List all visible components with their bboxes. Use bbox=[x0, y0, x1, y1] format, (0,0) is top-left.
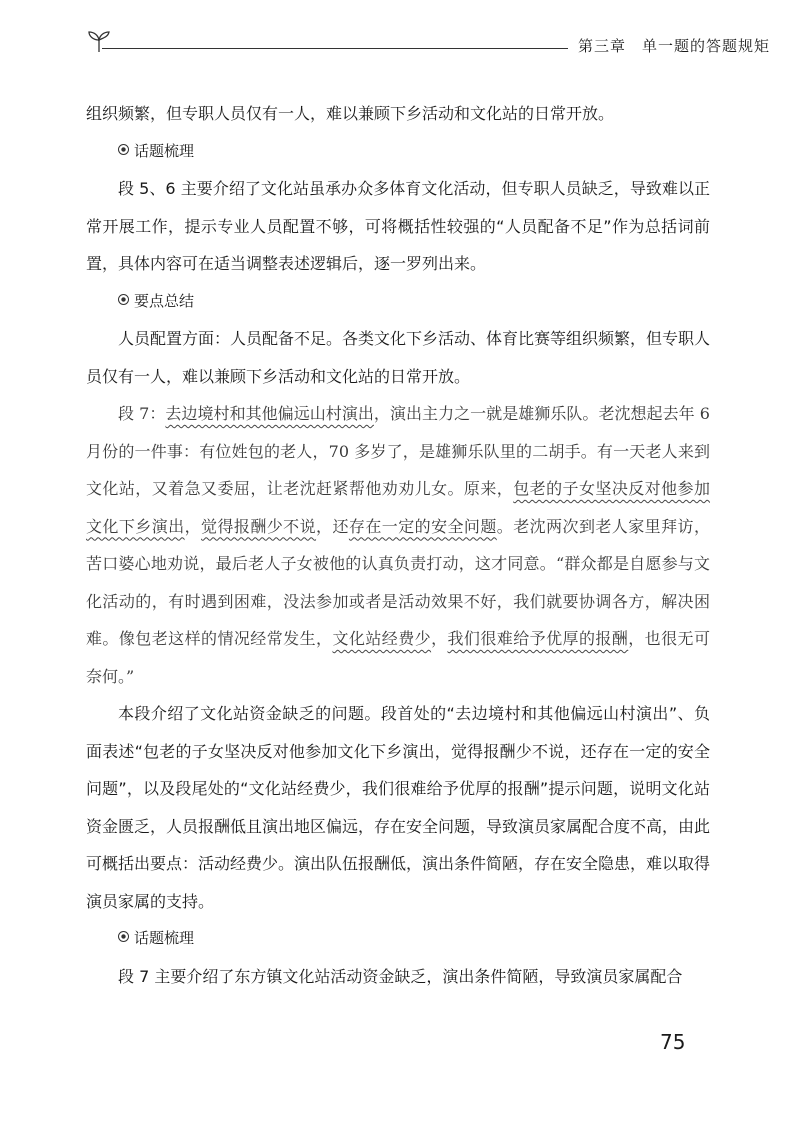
bullet-icon bbox=[118, 931, 129, 942]
paragraph-explanation: 本段介绍了文化站资金缺乏的问题。段首处的“去边境村和其他偏远山村演出”、负面表述“包老的子女坚决反对他参加文化下乡演出，觉得报酬少不说，还存在一定的安全问题”，以及段尾处的“文化站经费少，我们很难给予优厚的报酬”提示问题，说明文化站资金匮乏，人员报酬低且演出地区偏远，存在安全问题，导致演员家属配合度不高，由此可概括出要点：活动经费少。演出队伍报酬低，演出条件简陋，存在安全隐患，难以取得演员家属的支持。 bbox=[86, 704, 711, 911]
wavy-underline: 文化站经费少 bbox=[332, 629, 432, 648]
wavy-underline: 觉得报酬少不说 bbox=[201, 516, 317, 536]
running-header bbox=[86, 28, 771, 58]
bullet-icon bbox=[118, 144, 129, 155]
section-heading-summary: 要点总结 bbox=[86, 283, 710, 321]
paragraph-continued: 组织频繁，但专职人员仅有一人，难以兼顾下乡活动和文化站的日常开放。 bbox=[86, 104, 615, 123]
paragraph-analysis: 段 5、6 主要介绍了文化站虽承办众多体育文化活动，但专职人员缺乏，导致难以正常开展工作，提示专业人员配置不够，可将概括性较强的“人员配备不足”作为总括词前置，具体内容可在适当调整表述逻辑后，逐一罗列出来。 bbox=[86, 179, 710, 273]
header-rule bbox=[102, 48, 568, 49]
wavy-underline: 我们很难给予优厚的报酬 bbox=[447, 629, 629, 648]
section-heading-topic: 话题梳理 bbox=[86, 133, 710, 171]
page-body bbox=[86, 95, 710, 995]
paragraph-analysis: 段 7 主要介绍了东方镇文化站活动资金缺乏，演出条件简陋，导致演员家属配合 bbox=[118, 966, 683, 986]
page-number: 75 bbox=[660, 1030, 686, 1054]
bullet-icon bbox=[118, 294, 129, 305]
section-heading-topic: 话题梳理 bbox=[86, 920, 710, 958]
wavy-underline: 去边境村和其他偏远山村演出 bbox=[165, 404, 374, 423]
paragraph-summary: 人员配置方面：人员配备不足。各类文化下乡活动、体育比赛等组织频繁，但专职人员仅有一人，难以兼顾下乡活动和文化站的日常开放。 bbox=[86, 329, 711, 386]
paragraph-source-material: 段 7：去边境村和其他偏远山村演出，演出主力之一就是雄狮乐队。老沈想起去年 6 月份的一件事：有位姓包的老人，70 多岁了，是雄狮乐队里的二胡手。有一天老人来到文化站，又着急又委屈，让老沈赶紧帮他劝劝儿女。原来，包老的子女坚决反对他参加文化下乡演出，觉得报酬少不说，还存在一定的安全问题。老沈两次到老人家里拜访，苦口婆心地劝说，最后老人子女被他的认真负责打动，这才同意。“群众都是自愿参与文化活动的，有时遇到困难，没法参加或者是活动效果不好，我们就要协调各方，解决困难。像包老这样的情况经常发生，文化站经费少，我们很难给予优厚的报酬，也很无可奈何。” bbox=[86, 404, 710, 686]
chapter-title: 第三章 单一题的答题规矩 bbox=[578, 37, 771, 55]
wavy-underline: 包老的子女坚决反对他参加文化下乡演出 bbox=[86, 479, 710, 536]
wavy-underline: 存在一定的安全问题 bbox=[348, 516, 497, 536]
sprout-icon bbox=[86, 28, 112, 54]
